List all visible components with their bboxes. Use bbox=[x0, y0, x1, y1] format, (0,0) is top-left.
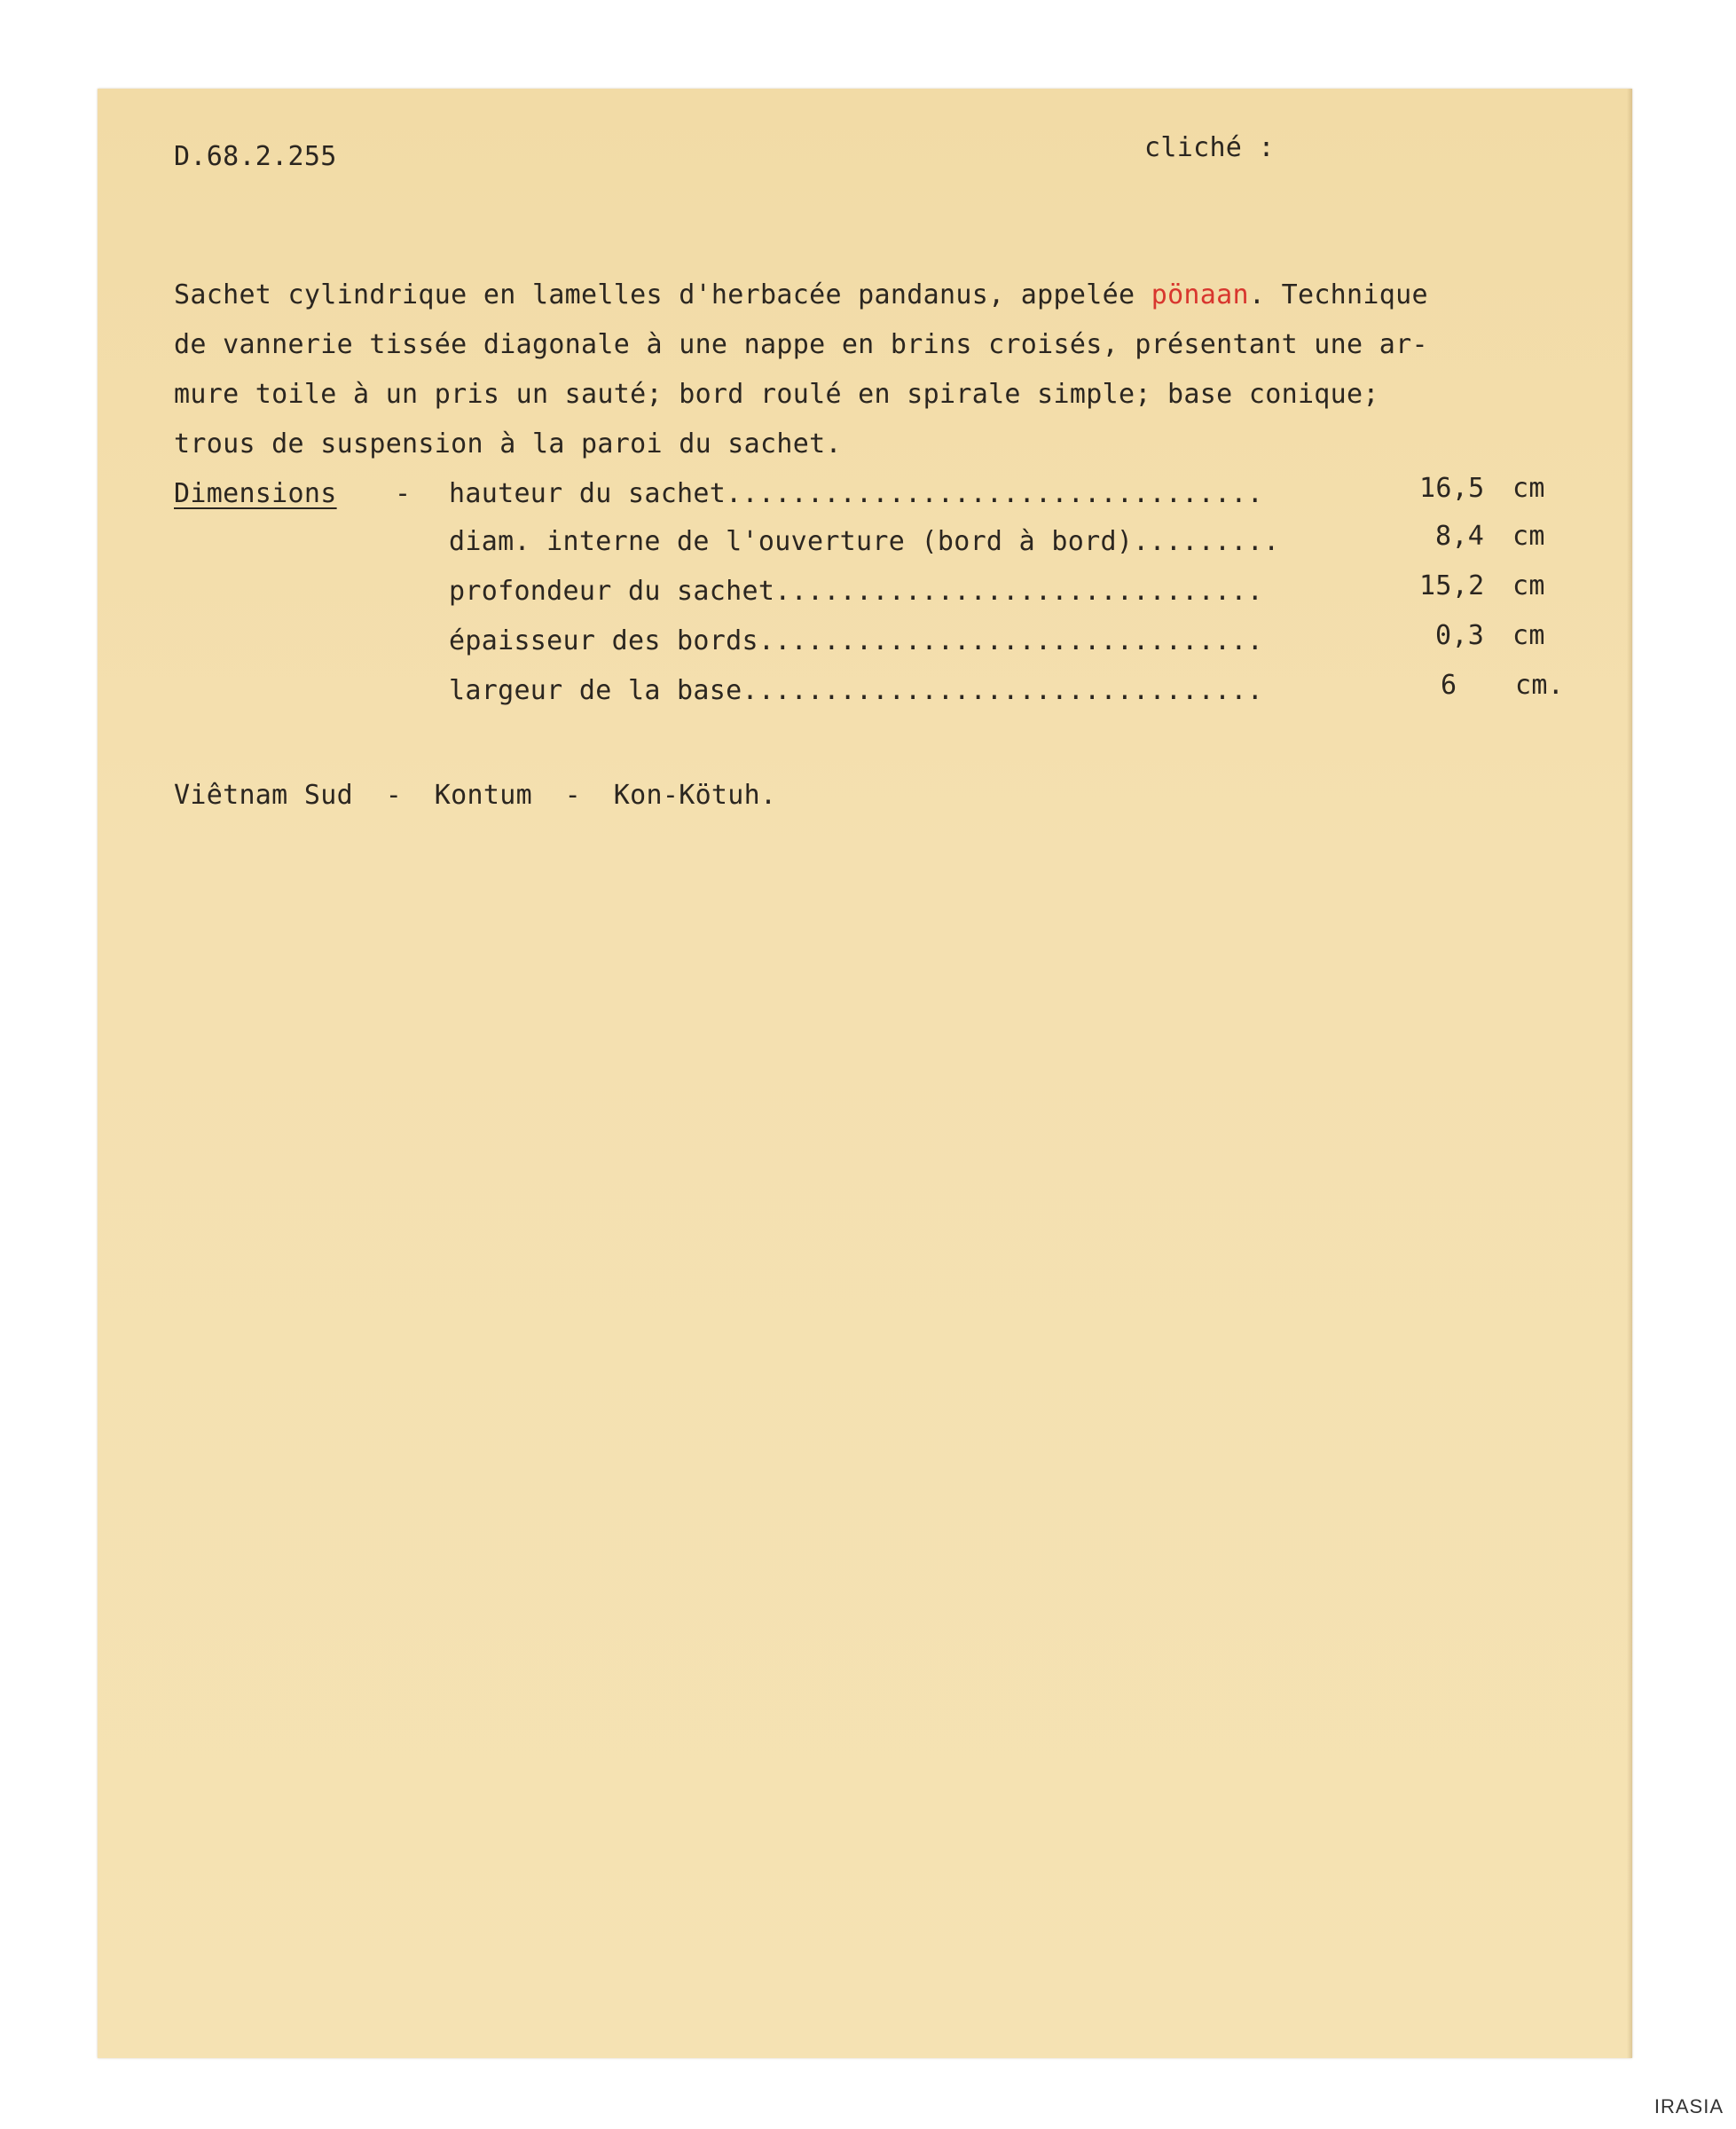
dimensions-dash: - bbox=[395, 478, 412, 509]
dimension-unit: cm bbox=[1512, 620, 1545, 651]
dimension-value: 16,5 bbox=[1419, 473, 1485, 504]
dimension-unit: cm bbox=[1512, 521, 1545, 552]
description-line-1-end: . Technique bbox=[1248, 279, 1428, 310]
dimension-value: 15,2 bbox=[1419, 570, 1485, 601]
dimension-name: largeur de la base................................ bbox=[449, 675, 1264, 706]
dimension-unit: cm bbox=[1512, 570, 1545, 601]
dimension-value: 8,4 bbox=[1435, 521, 1485, 552]
dimension-value: 0,3 bbox=[1435, 620, 1485, 651]
description-line-2: de vannerie tissée diagonale à une nappe en brins croisés, présentant une ar- bbox=[174, 329, 1428, 360]
dimension-unit: cm. bbox=[1515, 670, 1565, 701]
dimension-value: 6 bbox=[1441, 670, 1457, 701]
reference-number: D.68.2.255 bbox=[174, 141, 337, 172]
highlighted-term: pönaan bbox=[1151, 279, 1249, 310]
dimensions-label: Dimensions bbox=[174, 478, 337, 509]
description-line-4: trous de suspension à la paroi du sachet. bbox=[174, 428, 842, 460]
dimension-name: épaisseur des bords............................... bbox=[449, 625, 1264, 656]
cliche-label: cliché : bbox=[1144, 132, 1275, 163]
location-line: Viêtnam Sud - Kontum - Kon-Kötuh. bbox=[174, 780, 777, 811]
description-line-3: mure toile à un pris un sauté; bord roulé en spirale simple; base conique; bbox=[174, 379, 1379, 410]
dimension-name: profondeur du sachet.............................. bbox=[449, 576, 1264, 607]
dimension-name: hauteur du sachet................................. bbox=[449, 478, 1264, 509]
dimension-name: diam. interne de l'ouverture (bord à bord)......... bbox=[449, 526, 1280, 557]
watermark: IRASIA bbox=[1654, 2095, 1724, 2117]
description-line-1-start: Sachet cylindrique en lamelles d'herbacée pandanus, appelée bbox=[174, 279, 1151, 310]
dimension-unit: cm bbox=[1512, 473, 1545, 504]
document-sheet bbox=[98, 89, 1632, 2058]
description-line-1 bbox=[174, 279, 1428, 310]
